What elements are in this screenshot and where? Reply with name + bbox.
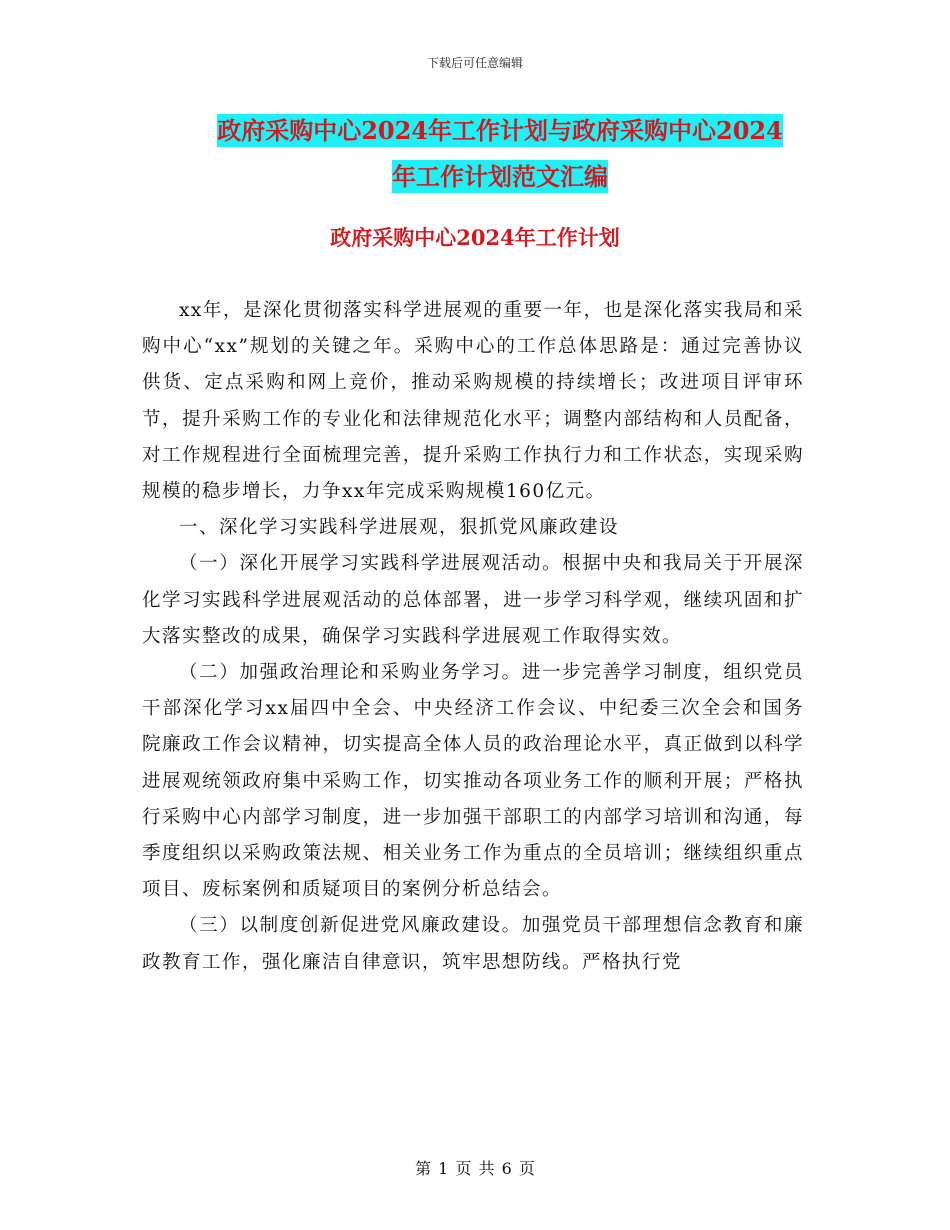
document-title [150,108,850,200]
page-number: 第 1 页 共 6 页 [415,1159,535,1178]
header-note: 下载后可任意编辑 [426,56,523,70]
section-title: 政府采购中心2024年工作计划 [330,225,620,250]
paragraph-item-1: （一）深化开展学习实践科学进展观活动。根据中央和我局关于开展深化学习实践科学进展观活动的总体部署，进一步学习科学观，继续巩固和扩大落实整改的成果，确保学习实践科学进展观工作取得实效。 [142,553,804,647]
heading-part-1: 一、深化学习实践科学进展观，狠抓党风廉政建设 [179,517,620,539]
paragraph-item-2: （二）加强政治理论和采购业务学习。进一步完善学习制度，组织党员干部深化学习xx届四中全会、中央经济工作会议、中纪委三次全会和国务院廉政工作会议精神，切实提高全体人员的政治理论水平，真正做到以科学进展观统领政府集中采购工作，切实推动各项业务工作的顺利开展；严格执行采购中心内部学习制度，进一步加强干部职工的内部学习培训和沟通，每季度组织以采购政策法规、相关业务工作为重点的全员培训；继续组织重点项目、废标案例和质疑项目的案例分析总结会。 [142,662,804,901]
paragraph-intro: xx年，是深化贯彻落实科学进展观的重要一年，也是深化落实我局和采购中心“xx”规划的关键之年。采购中心的工作总体思路是：通过完善协议供货、定点采购和网上竞价，推动采购规模的持续增长；改进项目评审环节，提升采购工作的专业化和法律规范化水平；调整内部结构和人员配备，对工作规程进行全面梳理完善，提升采购工作执行力和工作状态，实现采购规模的稳步增长，力争xx年完成采购规模160亿元。 [142,300,804,503]
document-title-line-1: 政府采购中心2024年工作计划与政府采购中心2024 [217,116,783,145]
document-body [142,293,804,981]
document-title-line-2: 年工作计划范文汇编 [392,162,608,191]
paragraph-item-3: （三）以制度创新促进党风廉政建设。加强党员干部理想信念教育和廉政教育工作，强化廉洁自律意识，筑牢思想防线。严格执行党 [142,915,804,973]
